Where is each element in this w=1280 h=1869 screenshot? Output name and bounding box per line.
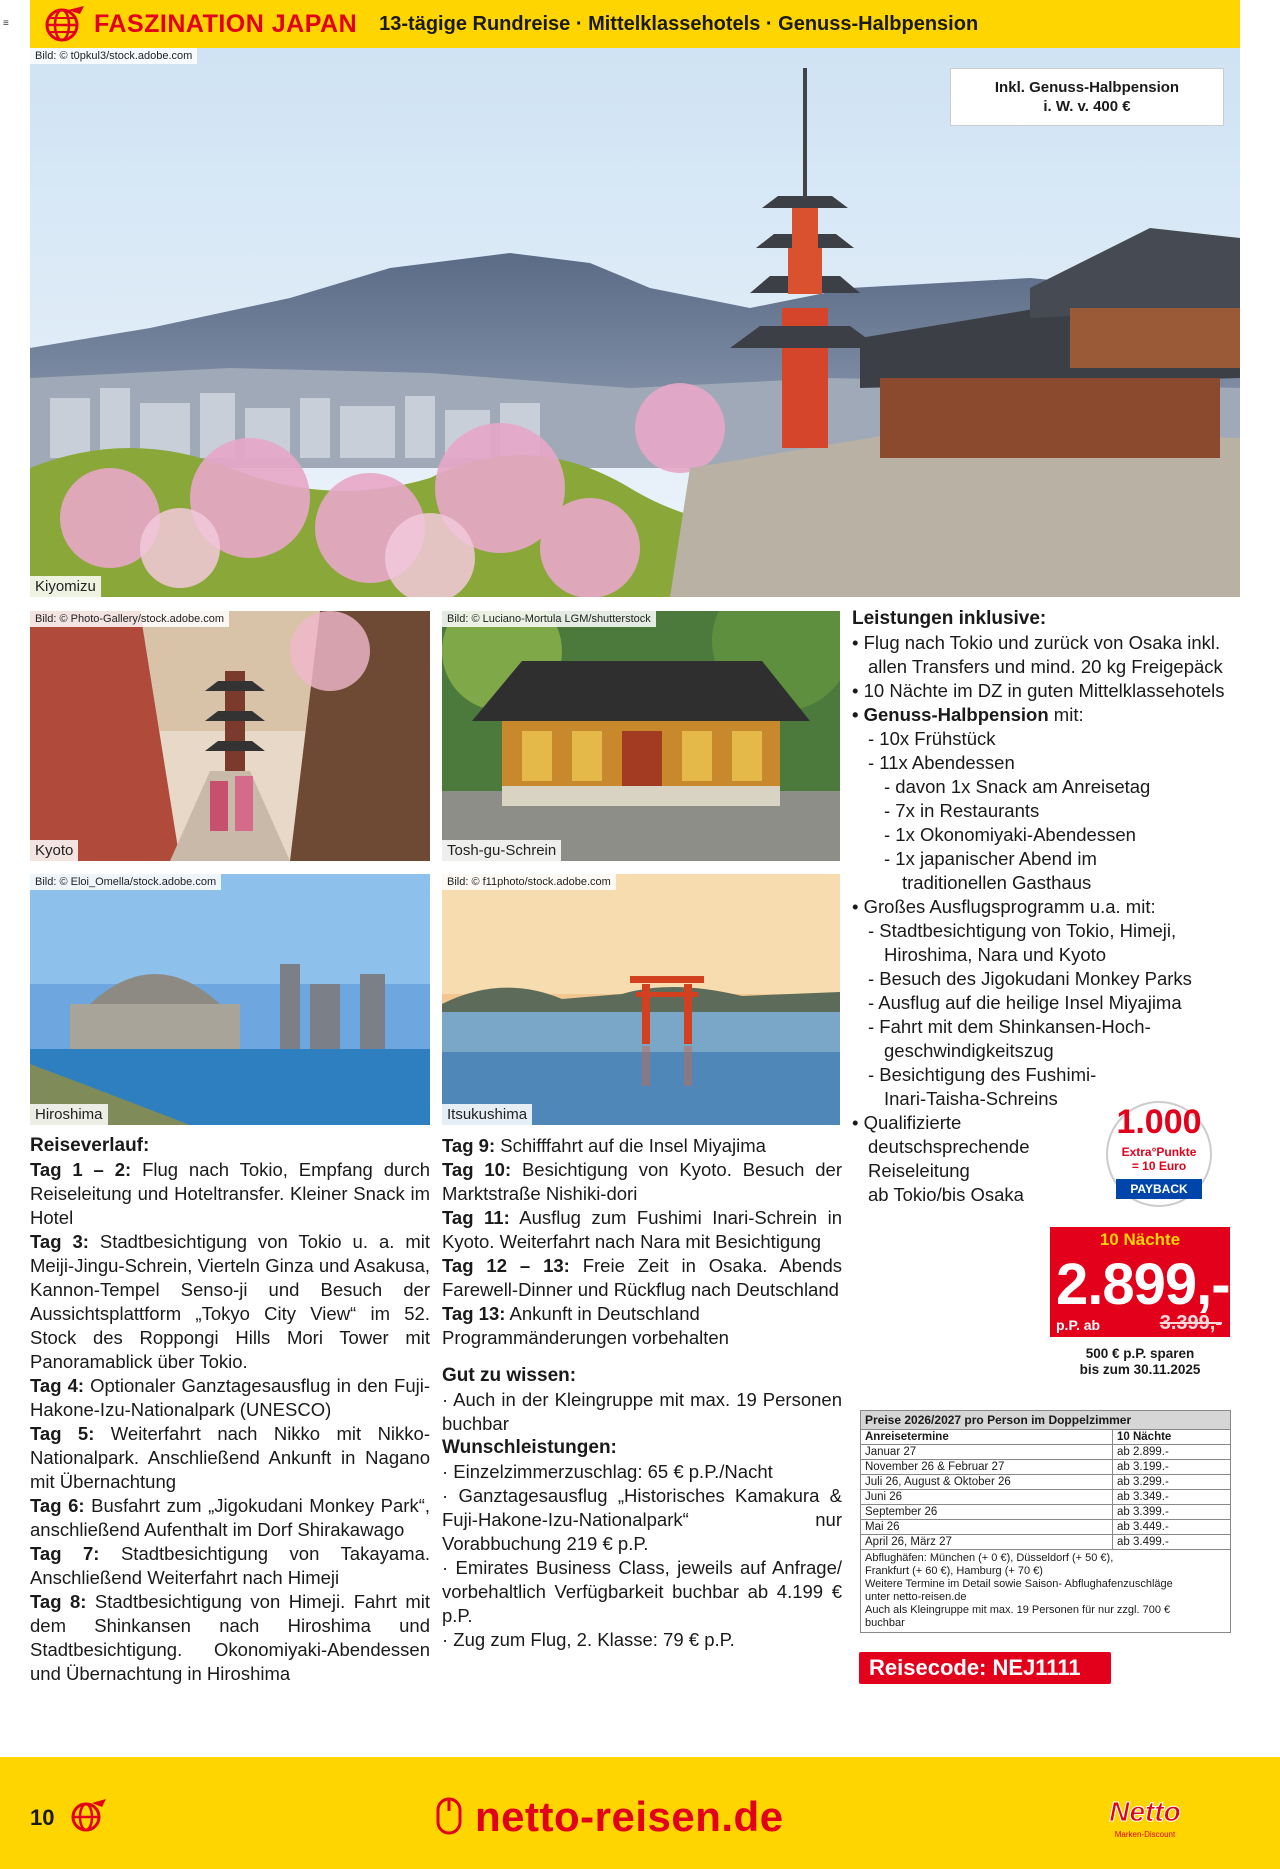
itinerary-day: Tag 3: Stadtbesichtigung von Tokio u. a. mit Meiji-Jingu-Schrein, Vierteln Ginza und Asakusa, Kannon-Tempel Senso-ji und Besuch der Aussichtsplattform „Tokyo City View“ im 52. Stock des Roppongi Hills Mori Tower mit Panoramablick über Tokio. (30, 1231, 430, 1372)
price-value: 2.899,- (1056, 1252, 1230, 1317)
table-row: Juni 26 ab 3.349.- (861, 1489, 1230, 1504)
toshogu-shrine-illustration (442, 611, 840, 861)
itinerary-note: Programmänderungen vorbehalten (442, 1327, 729, 1348)
globe-plane-icon (40, 4, 86, 44)
reisecode-badge: Reisecode: NEJ1111 (859, 1652, 1111, 1684)
itinerary-day: Tag 13: Ankunft in Deutschland (442, 1303, 700, 1324)
halbpension-note-line1: Inkl. Genuss-Halbpension (994, 79, 1180, 96)
leistung-line: - Besuch des Jigokudani Monkey Parks (868, 968, 1192, 989)
price-table-header (861, 1429, 1230, 1444)
hero-kiyomizu-illustration (30, 48, 1240, 597)
nights-banner: 10 Nächte (1050, 1227, 1230, 1253)
leistung-line: Inari-Taisha-Schreins (884, 1088, 1058, 1109)
hero-photo-credit: Bild: © t0pkul3/stock.adobe.com (30, 48, 197, 64)
photo-toshogu-credit: Bild: © Luciano-Mortula LGM/shutterstock (442, 611, 656, 627)
leistung-line: ab Tokio/bis Osaka (868, 1184, 1024, 1205)
globe-plane-icon (68, 1797, 108, 1835)
table-row: Mai 26 ab 3.449.- (861, 1519, 1230, 1534)
payback-line1: Extra°Punkte (1121, 1145, 1197, 1159)
payback-points: 1.000 (1116, 1103, 1202, 1141)
table-row: Juli 26, August & Oktober 26 ab 3.299.- (861, 1474, 1230, 1489)
netto-logo-text: Netto (1109, 1796, 1181, 1827)
table-row: Januar 27 ab 2.899.- (861, 1444, 1230, 1459)
itinerary-column-1 (30, 1134, 430, 1686)
photo-kyoto (30, 611, 430, 861)
gut-zu-wissen-heading: Gut zu wissen: (442, 1365, 577, 1386)
footer-bar (0, 1757, 1280, 1869)
photo-itsukushima (442, 874, 840, 1125)
leistung-line: deutschsprechende (868, 1136, 1030, 1157)
wunsch-item: · Emirates Business Class, jeweils auf Anfrage/ vorbehaltlich Verfügbarkeit buchbar ab 4.199 € p.P. (442, 1557, 842, 1626)
itinerary-heading: Reiseverlauf: (30, 1135, 150, 1156)
leistung-line: - Ausflug auf die heilige Insel Miyajima (868, 992, 1182, 1013)
leistung-line: - 11x Abendessen (868, 752, 1015, 773)
leistung-line: - 7x in Restaurants (884, 800, 1040, 821)
price-table-col1: Anreisetermine (861, 1430, 1113, 1444)
leistung-line: geschwindigkeitszug (884, 1040, 1054, 1061)
payback-logo: PAYBACK (1116, 1179, 1202, 1199)
page-number: 10 (30, 1805, 55, 1830)
itinerary-column-2 (442, 1134, 842, 1652)
leistung-line: Reiseleitung (868, 1160, 970, 1181)
wunsch-item: · Ganztagesausflug „Historisches Kamakura & Fuji-Hakone-Izu-Nationalpark“ nur Vorabbuchung 219 € p.P. (442, 1485, 842, 1554)
wunsch-heading: Wunschleistungen: (442, 1437, 617, 1458)
photo-hiroshima (30, 874, 430, 1125)
itinerary-day: Tag 11: Ausflug zum Fushimi Inari-Schrein in Kyoto. Weiterfahrt nach Nara mit Besichtigung (442, 1207, 842, 1252)
photo-hiroshima-credit: Bild: © Eloi_Omella/stock.adobe.com (30, 874, 221, 890)
itinerary-day: Tag 9: Schifffahrt auf die Insel Miyajima (442, 1135, 766, 1156)
itinerary-day: Tag 7: Stadtbesichtigung von Takayama. Anschließend Weiterfahrt nach Himeji (30, 1543, 430, 1588)
leistung-line: - 1x japanischer Abend im (884, 848, 1097, 869)
itsukushima-torii-illustration (442, 874, 840, 1125)
leistung-line: - 10x Frühstück (868, 728, 996, 749)
gut-zu-wissen-item: · Auch in der Kleingruppe mit max. 19 Personen buchbar (442, 1389, 842, 1434)
price-box (1050, 1253, 1230, 1337)
leistung-line: • 10 Nächte im DZ in guten Mittelklassehotels (852, 680, 1225, 701)
hero-photo (30, 48, 1240, 597)
itinerary-day: Tag 12 – 13: Freie Zeit in Osaka. Abends Farewell-Dinner und Rückflug nach Deutschland (442, 1255, 842, 1300)
price-table-col2: 10 Nächte (1117, 1431, 1172, 1443)
leistung-line: - davon 1x Snack am Anreisetag (884, 776, 1151, 797)
leistung-line: - Fahrt mit dem Shinkansen-Hoch- (868, 1016, 1151, 1037)
leistung-line: - Besichtigung des Fushimi- (868, 1064, 1097, 1085)
savings-note (1050, 1346, 1230, 1378)
header-bar (30, 0, 1240, 48)
wunsch-item: · Zug zum Flug, 2. Klasse: 79 € p.P. (442, 1629, 735, 1650)
photo-kyoto-caption: Kyoto (30, 840, 78, 861)
table-row: November 26 & Februar 27 ab 3.199.- (861, 1459, 1230, 1474)
leistungen-heading: Leistungen inklusive: (852, 608, 1047, 629)
price-table (860, 1410, 1231, 1633)
price-old: 3.399,- (1159, 1312, 1222, 1334)
itinerary-day: Tag 5: Weiterfahrt nach Nikko mit Nikko-Nationalpark. Anschließend Ankunft in Nagano mit Übernachtung (30, 1423, 430, 1492)
itinerary-day: Tag 10: Besichtigung von Kyoto. Besuch der Marktstraße Nishiki-dori (442, 1159, 842, 1204)
photo-itsukushima-caption: Itsukushima (442, 1104, 532, 1125)
leistung-line: allen Transfers und mind. 20 kg Freigepäck (868, 656, 1223, 677)
side-mark: ≡ (3, 18, 9, 29)
netto-logo (1090, 1787, 1200, 1845)
itinerary-day: Tag 1 – 2: Flug nach Tokio, Empfang durch Reiseleitung und Hoteltransfer. Kleiner Snack im Hotel (30, 1159, 430, 1228)
photo-kyoto-credit: Bild: © Photo-Gallery/stock.adobe.com (30, 611, 229, 627)
leistung-line: • Großes Ausflugsprogramm u.a. mit: (852, 896, 1156, 917)
leistung-line: • Genuss-Halbpension mit: (852, 704, 1084, 725)
halbpension-note (950, 68, 1224, 126)
kyoto-street-illustration (30, 611, 430, 861)
photo-hiroshima-caption: Hiroshima (30, 1104, 108, 1125)
payback-badge (1104, 1099, 1214, 1209)
header-subtitle: 13-tägige Rundreise · Mittelklassehotels · Genuss-Halbpension (379, 12, 979, 35)
table-row: September 26 ab 3.399.- (861, 1504, 1230, 1519)
price-table-title: Preise 2026/2027 pro Person im Doppelzimmer (861, 1411, 1230, 1429)
photo-toshogu-caption: Tosh-gu-Schrein (442, 840, 561, 861)
itinerary-day: Tag 4: Optionaler Ganztagesausflug in den Fuji-Hakone-Izu-Nationalpark (UNESCO) (30, 1375, 431, 1420)
hero-photo-caption: Kiyomizu (30, 576, 101, 597)
price-table-footnotes: Abflughäfen: München (+ 0 €), Düsseldorf (+ 50 €), Frankfurt (+ 60 €), Hamburg (+ 70 €) Weitere Termine im Detail sowie Saison- Abflughafenzuschläge unter netto-reisen.de Auch als Kleingruppe mit max. 19 Personen für nur zzgl. 700 € buchbar (861, 1549, 1230, 1632)
header-title: FASZINATION JAPAN (94, 9, 358, 38)
savings-line1: 500 € p.P. sparen (1085, 1346, 1195, 1361)
itinerary-day: Tag 8: Stadtbesichtigung von Himeji. Fahrt mit dem Shinkansen nach Hiroshima und Stadtbesichtigung. Okonomiyaki-Abendessen und Übernachtung in Hiroshima (30, 1591, 431, 1684)
wunsch-item: · Einzelzimmerzuschlag: 65 € p.P./Nacht (442, 1461, 773, 1482)
site-link[interactable]: netto-reisen.de (475, 1793, 784, 1840)
leistung-line: - Stadtbesichtigung von Tokio, Himeji, (868, 920, 1177, 941)
leistung-line: • Flug nach Tokio und zurück von Osaka inkl. (852, 632, 1221, 653)
payback-line2: = 10 Euro (1131, 1159, 1187, 1173)
photo-itsukushima-credit: Bild: © f11photo/stock.adobe.com (442, 874, 616, 890)
hiroshima-dome-illustration (30, 874, 430, 1125)
leistung-line: - 1x Okonomiyaki-Abendessen (884, 824, 1136, 845)
photo-toshogu (442, 611, 840, 861)
mouse-cursor-icon (430, 1795, 470, 1839)
leistung-line: • Qualifizierte (852, 1112, 962, 1133)
itinerary-day: Tag 6: Busfahrt zum „Jigokudani Monkey Park“, anschließend Aufenthalt im Dorf Shirakawago (30, 1495, 430, 1540)
leistung-line: traditionellen Gasthaus (902, 872, 1092, 893)
netto-logo-sub: Marken-Discount (1114, 1830, 1176, 1839)
halbpension-note-line2: i. W. v. 400 € (1043, 98, 1131, 115)
leistung-line: Hiroshima, Nara und Kyoto (884, 944, 1107, 965)
savings-line2: bis zum 30.11.2025 (1079, 1362, 1201, 1377)
price-per-person: p.P. ab (1056, 1317, 1101, 1333)
table-row: April 26, März 27 ab 3.499.- (861, 1534, 1230, 1549)
